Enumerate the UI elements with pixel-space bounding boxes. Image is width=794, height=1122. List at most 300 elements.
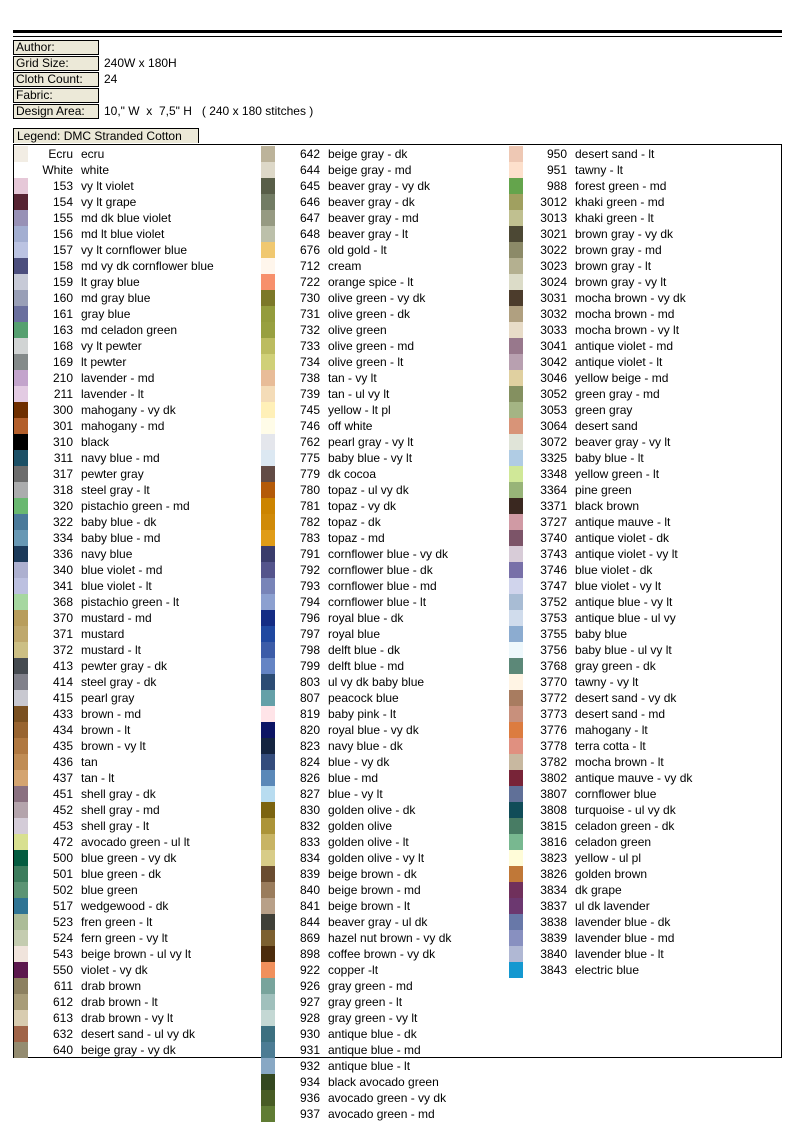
color-name: antique blue - ul vy	[575, 611, 676, 625]
dmc-code: 3843	[540, 963, 567, 977]
dmc-code: 613	[52, 1011, 73, 1025]
color-name: mocha brown - vy dk	[575, 291, 686, 305]
dmc-code: 523	[52, 915, 73, 929]
color-name: baby blue	[575, 627, 628, 641]
color-name: golden olive - vy lt	[328, 851, 425, 865]
dmc-code: 3756	[540, 643, 567, 657]
color-name: celadon green	[575, 835, 652, 849]
dmc-code: 927	[299, 995, 320, 1009]
dmc-code: 3033	[540, 323, 567, 337]
dmc-code: 3776	[540, 723, 567, 737]
color-name: mahogany - lt	[575, 723, 648, 737]
dmc-code: 826	[299, 771, 320, 785]
color-name: shell gray - md	[81, 803, 160, 817]
dmc-code: 3024	[540, 275, 567, 289]
color-name: md lt blue violet	[81, 227, 165, 241]
dmc-code: 796	[299, 611, 320, 625]
color-name: beaver gray - vy lt	[575, 435, 671, 449]
dmc-code: 3834	[540, 883, 567, 897]
dmc-code: 739	[299, 387, 320, 401]
color-name: beige brown - lt	[328, 899, 411, 913]
color-name: beaver gray - vy dk	[328, 179, 431, 193]
dmc-code: 3727	[540, 515, 567, 529]
color-name: coffee brown - vy dk	[328, 947, 436, 961]
dmc-code: 3746	[540, 563, 567, 577]
color-name: vy lt grape	[81, 195, 137, 209]
color-name: navy blue - dk	[328, 739, 403, 753]
dmc-code: 780	[299, 483, 320, 497]
color-name: olive green	[328, 323, 387, 337]
dmc-code: 415	[52, 691, 73, 705]
dmc-code: 827	[299, 787, 320, 801]
top-rule-thick	[13, 30, 782, 33]
color-name: shell gray - dk	[81, 787, 156, 801]
dmc-code: 823	[299, 739, 320, 753]
color-name: wedgewood - dk	[81, 899, 169, 913]
color-name: baby blue - vy lt	[328, 451, 413, 465]
color-name: green gray	[575, 403, 633, 417]
color-name: desert sand - vy dk	[575, 691, 677, 705]
color-name: vy lt violet	[81, 179, 134, 193]
dmc-code: 3816	[540, 835, 567, 849]
dmc-code: 3012	[540, 195, 567, 209]
color-name: baby blue - lt	[575, 451, 644, 465]
dmc-code: 153	[52, 179, 73, 193]
color-name: fren green - lt	[81, 915, 153, 929]
dmc-code: 169	[52, 355, 73, 369]
color-name: cornflower blue - vy dk	[328, 547, 449, 561]
dmc-code: 797	[299, 627, 320, 641]
dmc-code: 738	[299, 371, 320, 385]
dmc-code: 3772	[540, 691, 567, 705]
color-name: tawny - lt	[575, 163, 624, 177]
color-name: lt gray blue	[81, 275, 140, 289]
grid-size-value: 240W x 180H	[104, 56, 177, 70]
dmc-code: 210	[52, 371, 73, 385]
dmc-code: 413	[52, 659, 73, 673]
dmc-code: 988	[546, 179, 567, 193]
dmc-code: 451	[52, 787, 73, 801]
color-name: gray green - md	[328, 979, 413, 993]
color-name: antique blue - dk	[328, 1027, 417, 1041]
dmc-code: 3839	[540, 931, 567, 945]
color-name: mahogany - md	[81, 419, 165, 433]
dmc-code: 3753	[540, 611, 567, 625]
color-name: tan	[81, 755, 98, 769]
color-name: beige brown - md	[328, 883, 421, 897]
color-name: tan - lt	[81, 771, 115, 785]
dmc-code: 612	[52, 995, 73, 1009]
color-name: desert sand	[575, 419, 638, 433]
color-name: gray green - lt	[328, 995, 403, 1009]
color-name: brown - vy lt	[81, 739, 146, 753]
color-name: royal blue	[328, 627, 381, 641]
dmc-code: 676	[299, 243, 320, 257]
dmc-code: 322	[52, 515, 73, 529]
color-name: lavender blue - lt	[575, 947, 664, 961]
color-name: olive green - dk	[328, 307, 411, 321]
dmc-code: 3032	[540, 307, 567, 321]
color-name: antique violet - vy lt	[575, 547, 678, 561]
color-name: tan - ul vy lt	[328, 387, 390, 401]
color-name: orange spice - lt	[328, 275, 414, 289]
dmc-code: Ecru	[48, 147, 73, 161]
dmc-code: 524	[52, 931, 73, 945]
dmc-code: 791	[299, 547, 320, 561]
color-name: lavender - lt	[81, 387, 144, 401]
color-name: black	[81, 435, 110, 449]
dmc-code: 3837	[540, 899, 567, 913]
color-name: antique violet - lt	[575, 355, 663, 369]
color-name: off white	[328, 419, 373, 433]
dmc-code: 869	[299, 931, 320, 945]
dmc-code: 163	[52, 323, 73, 337]
color-name: brown - md	[81, 707, 142, 721]
dmc-code: 517	[52, 899, 73, 913]
dmc-code: 3815	[540, 819, 567, 833]
dmc-code: 722	[299, 275, 320, 289]
color-name: antique blue - md	[328, 1043, 421, 1057]
dmc-code: 3013	[540, 211, 567, 225]
color-name: yellow - ul pl	[575, 851, 642, 865]
color-name: md gray blue	[81, 291, 151, 305]
color-name: black avocado green	[328, 1075, 439, 1089]
dmc-code: 734	[299, 355, 320, 369]
color-name: turquoise - ul vy dk	[575, 803, 676, 817]
color-name: antique mauve - lt	[575, 515, 671, 529]
dmc-code: 3348	[540, 467, 567, 481]
color-name: brown gray - lt	[575, 259, 652, 273]
color-name: mustard	[81, 627, 125, 641]
color-name: baby blue - md	[81, 531, 161, 545]
dmc-code: 3364	[540, 483, 567, 497]
color-name: yellow green - lt	[575, 467, 660, 481]
dmc-code: 211	[53, 387, 73, 401]
color-name: beige gray - vy dk	[81, 1043, 176, 1057]
dmc-code: 3053	[540, 403, 567, 417]
dmc-code: 824	[299, 755, 320, 769]
dmc-code: 3046	[540, 371, 567, 385]
color-name: beige brown - dk	[328, 867, 417, 881]
color-name: brown gray - vy dk	[575, 227, 674, 241]
dmc-code: 436	[52, 755, 73, 769]
dmc-code: 3022	[540, 243, 567, 257]
design-area-label: Design Area:	[13, 104, 99, 119]
color-name: olive green - md	[328, 339, 415, 353]
color-name: cornflower blue - lt	[328, 595, 427, 609]
color-name: olive green - lt	[328, 355, 404, 369]
color-name: delft blue - md	[328, 659, 405, 673]
dmc-code: 3743	[540, 547, 567, 561]
dmc-code: 937	[299, 1107, 320, 1121]
dmc-code: 781	[299, 499, 320, 513]
color-name: steel gray - lt	[81, 483, 150, 497]
dmc-code: 798	[299, 643, 320, 657]
dmc-code: 645	[299, 179, 320, 193]
dmc-code: 844	[299, 915, 320, 929]
color-name: pine green	[575, 483, 632, 497]
dmc-code: 168	[52, 339, 73, 353]
dmc-code: 3740	[540, 531, 567, 545]
color-name: mahogany - vy dk	[81, 403, 176, 417]
dmc-code: 934	[299, 1075, 320, 1089]
color-name: desert sand - ul vy dk	[81, 1027, 196, 1041]
dmc-code: 501	[52, 867, 73, 881]
dmc-code: 834	[299, 851, 320, 865]
dmc-code: 648	[299, 227, 320, 241]
author-label: Author:	[13, 40, 99, 55]
color-name: mocha brown - vy lt	[575, 323, 680, 337]
dmc-code: 161	[52, 307, 73, 321]
color-name: avocado green - vy dk	[328, 1091, 447, 1105]
dmc-code: 928	[299, 1011, 320, 1025]
color-name: beaver gray - dk	[328, 195, 415, 209]
color-name: ul vy dk baby blue	[328, 675, 425, 689]
dmc-code: 779	[299, 467, 320, 481]
color-name: green gray - md	[575, 387, 660, 401]
color-name: topaz - ul vy dk	[328, 483, 409, 497]
color-name: blue violet - dk	[575, 563, 653, 577]
dmc-code: 3826	[540, 867, 567, 881]
dmc-code: 340	[52, 563, 73, 577]
color-name: drab brown	[81, 979, 142, 993]
color-name: cream	[328, 259, 362, 273]
color-name: tawny - vy lt	[575, 675, 639, 689]
dmc-code: 300	[52, 403, 73, 417]
color-name: blue violet - vy lt	[575, 579, 662, 593]
dmc-code: 932	[299, 1059, 320, 1073]
dmc-code: 472	[52, 835, 73, 849]
color-name: vy lt cornflower blue	[81, 243, 188, 257]
color-name: dk cocoa	[328, 467, 377, 481]
color-name: gray green - vy lt	[328, 1011, 418, 1025]
color-name: blue green	[81, 883, 138, 897]
dmc-code: 3840	[540, 947, 567, 961]
color-name: mocha brown - md	[575, 307, 675, 321]
color-name: steel gray - dk	[81, 675, 157, 689]
dmc-code: 3031	[540, 291, 567, 305]
dmc-code: 3747	[540, 579, 567, 593]
dmc-code: 644	[299, 163, 320, 177]
dmc-code: 154	[52, 195, 73, 209]
dmc-code: 334	[52, 531, 73, 545]
dmc-code: 311	[53, 451, 73, 465]
dmc-code: 318	[52, 483, 73, 497]
color-name: forest green - md	[575, 179, 667, 193]
color-name: topaz - vy dk	[328, 499, 397, 513]
dmc-code: 830	[299, 803, 320, 817]
color-name: pistachio green - lt	[81, 595, 180, 609]
color-name: mustard - md	[81, 611, 152, 625]
color-name: vy lt pewter	[81, 339, 142, 353]
color-name: terra cotta - lt	[575, 739, 646, 753]
dmc-code: 3808	[540, 803, 567, 817]
top-rule-thin	[13, 36, 782, 37]
color-name: pistachio green - md	[81, 499, 190, 513]
dmc-code: 762	[299, 435, 320, 449]
color-name: lavender - md	[81, 371, 155, 385]
color-name: cornflower blue	[575, 787, 657, 801]
design-area-value: 10," W x 7,5" H ( 240 x 180 stitches )	[104, 104, 314, 118]
color-name: lavender blue - dk	[575, 915, 671, 929]
dmc-code: 731	[299, 307, 320, 321]
dmc-code: 159	[52, 275, 73, 289]
color-name: mocha brown - lt	[575, 755, 664, 769]
color-name: blue green - vy dk	[81, 851, 177, 865]
dmc-code: 336	[52, 547, 73, 561]
color-name: brown gray - md	[575, 243, 662, 257]
dmc-code: 320	[52, 499, 73, 513]
color-name: brown gray - vy lt	[575, 275, 667, 289]
color-name: md celadon green	[81, 323, 178, 337]
dmc-code: 371	[52, 627, 73, 641]
dmc-code: 452	[52, 803, 73, 817]
dmc-code: 841	[299, 899, 320, 913]
dmc-code: 775	[299, 451, 320, 465]
dmc-code: 3023	[540, 259, 567, 273]
legend-title: Legend: DMC Stranded Cotton	[13, 128, 199, 143]
dmc-code: 792	[299, 563, 320, 577]
color-name: peacock blue	[328, 691, 399, 705]
color-name: pearl gray	[81, 691, 135, 705]
color-name: antique blue - lt	[328, 1059, 411, 1073]
dmc-code: 3041	[540, 339, 567, 353]
dmc-code: 930	[299, 1027, 320, 1041]
dmc-code: 640	[52, 1043, 73, 1057]
dmc-code: 3752	[540, 595, 567, 609]
dmc-code: 157	[52, 243, 73, 257]
color-name: navy blue	[81, 547, 133, 561]
dmc-code: 370	[52, 611, 73, 625]
dmc-code: 437	[52, 771, 73, 785]
dmc-code: 950	[546, 147, 567, 161]
color-name: baby pink - lt	[328, 707, 397, 721]
dmc-code: 642	[299, 147, 320, 161]
color-name: royal blue - dk	[328, 611, 404, 625]
color-name: gray blue	[81, 307, 131, 321]
dmc-code: 646	[299, 195, 320, 209]
dmc-code: 3021	[540, 227, 567, 241]
dmc-code: 807	[299, 691, 320, 705]
dmc-code: 820	[299, 723, 320, 737]
dmc-code: 833	[299, 835, 320, 849]
dmc-code: 840	[299, 883, 320, 897]
cloth-count-label: Cloth Count:	[13, 72, 99, 87]
dmc-code: 301	[52, 419, 73, 433]
dmc-code: 951	[546, 163, 567, 177]
color-name: lavender blue - md	[575, 931, 675, 945]
dmc-code: 839	[299, 867, 320, 881]
dmc-code: 647	[299, 211, 320, 225]
dmc-code: 3052	[540, 387, 567, 401]
dmc-code: 793	[299, 579, 320, 593]
dmc-code: 3773	[540, 707, 567, 721]
grid-size-label: Grid Size:	[13, 56, 99, 71]
dmc-code: 3778	[540, 739, 567, 753]
dmc-code: 3064	[540, 419, 567, 433]
color-name: fern green - vy lt	[81, 931, 168, 945]
dmc-code: 158	[52, 259, 73, 273]
dmc-code: 3325	[540, 451, 567, 465]
color-name: blue violet - md	[81, 563, 163, 577]
dmc-code: 3802	[540, 771, 567, 785]
color-name: shell gray - lt	[81, 819, 150, 833]
color-name: beige gray - dk	[328, 147, 408, 161]
dmc-code: 310	[52, 435, 73, 449]
dmc-code: 799	[299, 659, 320, 673]
color-name: avocado green - md	[328, 1107, 435, 1121]
dmc-code: 453	[52, 819, 73, 833]
color-name: pewter gray	[81, 467, 144, 481]
dmc-code: 3768	[540, 659, 567, 673]
color-name: gray green - dk	[575, 659, 656, 673]
color-name: antique violet - md	[575, 339, 674, 353]
dmc-code: 3755	[540, 627, 567, 641]
color-name: beaver gray - ul dk	[328, 915, 428, 929]
color-name: yellow - lt pl	[328, 403, 391, 417]
color-name: blue - md	[328, 771, 379, 785]
dmc-code: 433	[52, 707, 73, 721]
color-name: navy blue - md	[81, 451, 160, 465]
color-name: beaver gray - lt	[328, 227, 409, 241]
dmc-code: 3782	[540, 755, 567, 769]
dmc-code: 782	[299, 515, 320, 529]
color-name: violet - vy dk	[81, 963, 148, 977]
dmc-code: 745	[299, 403, 320, 417]
color-name: md vy dk cornflower blue	[81, 259, 214, 273]
dmc-code: 435	[52, 739, 73, 753]
color-name: ul dk lavender	[575, 899, 650, 913]
color-name: beaver gray - md	[328, 211, 419, 225]
dmc-code: 819	[299, 707, 320, 721]
color-name: beige gray - md	[328, 163, 412, 177]
dmc-code: 632	[52, 1027, 73, 1041]
dmc-code: 931	[299, 1043, 320, 1057]
color-name: khaki green - md	[575, 195, 665, 209]
fabric-label: Fabric:	[13, 88, 99, 103]
color-name: drab brown - lt	[81, 995, 158, 1009]
color-name: antique mauve - vy dk	[575, 771, 693, 785]
color-name: copper -lt	[328, 963, 379, 977]
color-name: white	[81, 163, 110, 177]
color-name: golden olive - lt	[328, 835, 409, 849]
dmc-code: 611	[53, 979, 73, 993]
dmc-code: White	[42, 163, 73, 177]
dmc-code: 3042	[540, 355, 567, 369]
dmc-code: 926	[299, 979, 320, 993]
color-name: antique blue - vy lt	[575, 595, 673, 609]
dmc-code: 733	[299, 339, 320, 353]
color-name: avocado green - ul lt	[81, 835, 190, 849]
dmc-code: 832	[299, 819, 320, 833]
dmc-code: 500	[52, 851, 73, 865]
dmc-code: 3823	[540, 851, 567, 865]
color-name: blue green - dk	[81, 867, 162, 881]
dmc-code: 434	[52, 723, 73, 737]
dmc-code: 898	[299, 947, 320, 961]
dmc-code: 502	[52, 883, 73, 897]
color-name: electric blue	[575, 963, 640, 977]
dmc-code: 746	[299, 419, 320, 433]
color-name: drab brown - vy lt	[81, 1011, 174, 1025]
dmc-code: 3072	[540, 435, 567, 449]
color-name: hazel nut brown - vy dk	[328, 931, 452, 945]
color-name: pearl gray - vy lt	[328, 435, 414, 449]
dmc-code: 156	[52, 227, 73, 241]
color-name: pewter gray - dk	[81, 659, 168, 673]
color-name: dk grape	[575, 883, 622, 897]
dmc-code: 730	[299, 291, 320, 305]
